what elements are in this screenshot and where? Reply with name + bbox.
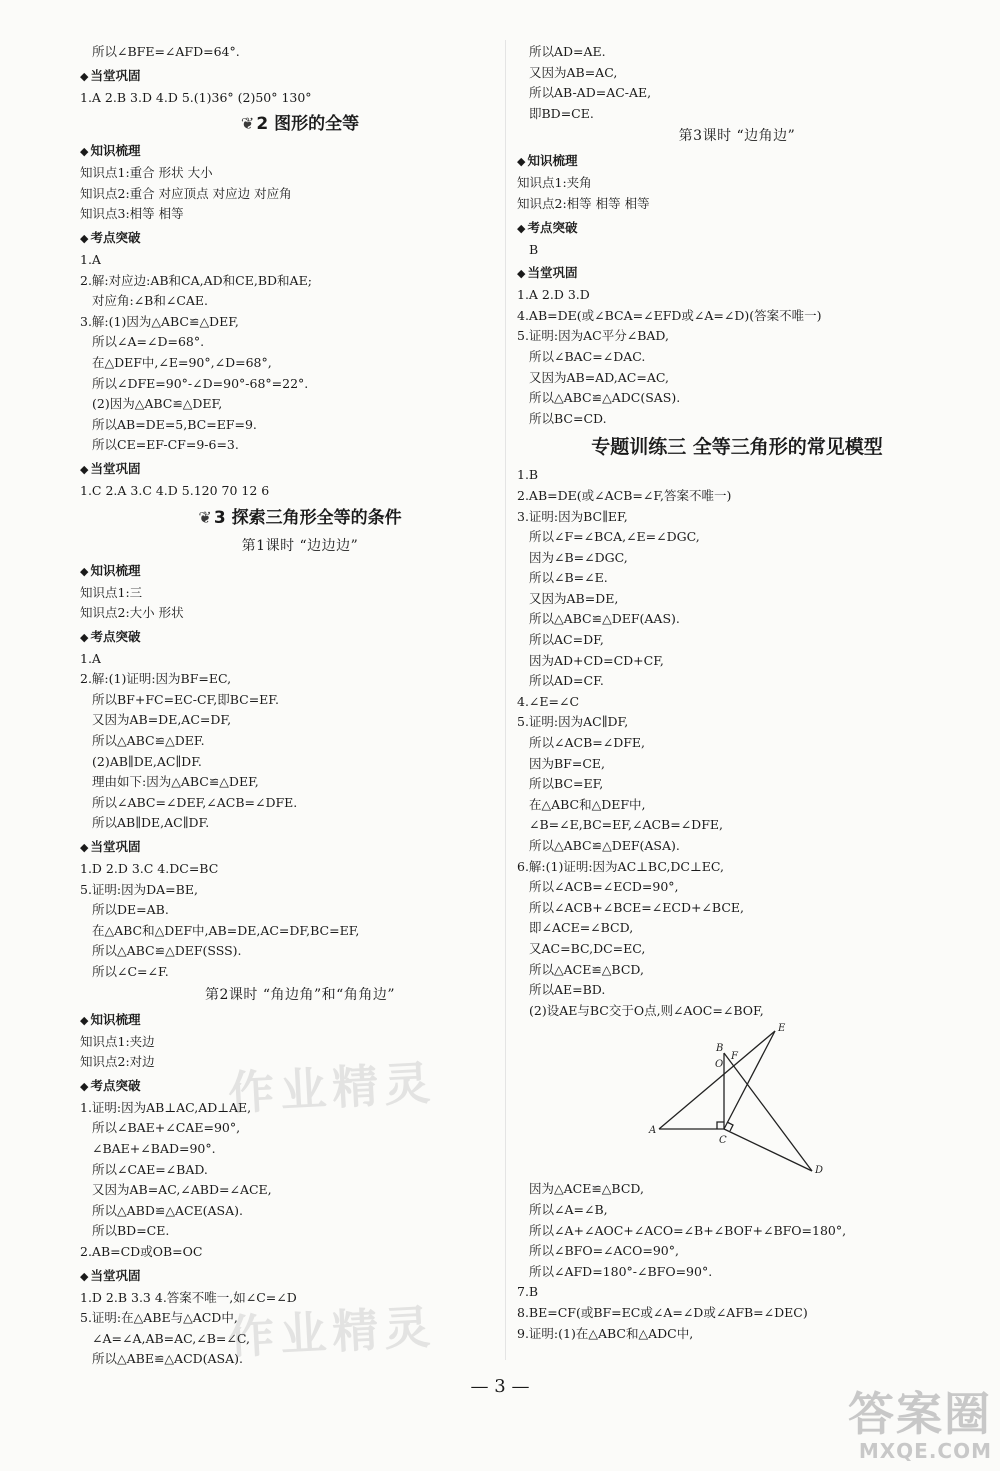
answer-line: 1.A 2.B 3.D 4.D 5.(1)36° (2)50° 130° [80,89,312,105]
answer-line: 1.A [80,251,101,267]
answer-line: 所以△ABC≌△ADC(SAS). [529,390,681,406]
answer-line: 所以△ABC≌△DEF(AAS). [529,611,680,627]
answer-line: 知识点1:重合 形状 大小 [80,165,213,181]
section-heading: ◆ 当堂巩固 [80,1265,520,1288]
watermark: 作业精灵 [226,1299,438,1365]
lesson-subheading: 第3课时 “边角边” [678,128,796,145]
segment-CE [724,1031,775,1129]
answer-line: 所以∠BFE=∠AFD=64°. [92,44,240,59]
section-heading: ◆ 当堂巩固 [80,836,520,859]
answer-line: 所以∠ACB=∠DFE, [529,735,645,751]
answer-line: 1.D 2.B 3.3 4.答案不唯一,如∠C=∠D [80,1289,297,1305]
answer-line: 又因为AB=AC,∠ABD=∠ACE, [92,1182,272,1198]
answer-line: 所以AD=CF. [529,673,604,689]
section-heading: ◆ 考点突破 [80,227,520,250]
answer-line: 即∠ACE=∠BCD, [529,920,634,936]
lesson-heading-text: 3 探索三角形全等的条件 [213,507,402,528]
answer-line: 知识点1:夹边 [80,1033,155,1049]
answer-line: 知识点1:夹角 [517,175,592,191]
answer-line: 知识点2:大小 形状 [80,605,184,621]
answer-line: 4.∠E=∠C [517,693,580,709]
answer-line: 所以AB-AD=AC-AE, [529,85,652,101]
answer-line: 即BD=CE. [529,105,594,121]
section-heading: ◆ 考点突破 [80,626,520,649]
leaf-icon: ❦ [198,507,212,527]
section-heading: ◆ 知识梳理 [517,150,957,173]
label-B: B [716,1043,724,1055]
answer-line: 所以AB∥DE,AC∥DF. [92,815,210,831]
answer-line: 对应角:∠B和∠CAE. [92,293,209,309]
answer-line: 又因为AB=AC, [529,64,618,80]
right-column [517,42,957,1344]
answer-line: 所以∠A=∠B, [529,1201,608,1217]
answer-line: 所以△ABC≌△DEF(ASA). [529,838,680,853]
answer-line: 又因为AB=AD,AC=AC, [529,369,669,385]
answer-line: (2)AB∥DE,AC∥DF. [92,753,202,769]
logo-domain: MXQE.COM [858,1439,992,1463]
answer-line: 所以AD=AE. [529,44,606,59]
answer-line: 所以∠BFO=∠ACO=90°, [529,1243,679,1259]
triangle-diagram [517,1021,957,1179]
answer-line: 所以∠ABC=∠DEF,∠ACB=∠DFE. [92,794,298,810]
lesson-subheading: 第1课时 “边边边” [241,537,359,554]
answer-line: 6.解:(1)证明:因为AC⊥BC,DC⊥EC, [517,858,724,874]
geometry-figure [647,1021,847,1176]
answer-line: 所以∠CAE=∠BAD. [92,1161,208,1177]
label-F: F [731,1051,738,1063]
logo-text: 答案圈 [848,1387,992,1441]
lesson-heading [80,505,520,531]
answer-line: 又因为AB=DE,AC=DF, [92,712,232,728]
answer-line: 知识点2:相等 相等 相等 [517,195,650,211]
answer-line: 因为△ACE≌△BCD, [529,1181,644,1197]
answer-line: 2.AB=DE(或∠ACB=∠F,答案不唯一) [517,487,732,503]
label-A: A [649,1125,657,1137]
chapter-heading: 专题训练三 全等三角形的常见模型 [591,436,883,459]
answer-line: 5.证明:在△ABE与△ACD中, [80,1310,238,1326]
answer-line: 所以∠BAE+∠CAE=90°, [92,1120,241,1136]
section-heading: ◆ 知识梳理 [80,1009,520,1032]
section-heading: ◆ 知识梳理 [80,560,520,583]
answer-line: 知识点2:对边 [80,1054,155,1070]
answer-line: 所以∠A=∠D=68°. [92,334,205,350]
answer-line: 因为BF=CE, [529,755,605,771]
site-logo [848,1389,992,1463]
answer-line: ∠BAE+∠BAD=90°. [92,1140,216,1156]
answer-line: 5.证明:因为AC平分∠BAD, [517,328,669,344]
answer-line: 知识点2:重合 对应顶点 对应边 对应角 [80,185,292,201]
answer-line: 所以BC=EF, [529,776,604,792]
answer-line: 2.AB=CD或OB=OC [80,1243,203,1259]
answer-line: 所以△ABD≌△ACE(ASA). [92,1202,243,1218]
answer-line: 在△DEF中,∠E=90°,∠D=68°, [92,354,272,370]
answer-line: 所以∠DFE=90°-∠D=90°-68°=22°. [92,375,309,391]
answer-line: 所以AB=DE=5,BC=EF=9. [92,416,257,432]
section-heading: ◆ 考点突破 [80,1075,520,1098]
lesson-heading [80,111,520,137]
answer-line: 所以∠ACB+∠BCE=∠ECD+∠BCE, [529,899,744,915]
answer-line: 因为∠B=∠DGC, [529,549,628,565]
right-angle-mark [727,1122,733,1131]
answer-line: (2)因为△ABC≌△DEF, [92,396,223,412]
answer-line: 所以CE=EF-CF=9-6=3. [92,437,239,453]
watermark: 作业精灵 [226,1055,438,1121]
answer-line: ∠B=∠E,BC=EF,∠ACB=∠DFE, [529,817,723,833]
answer-line: 1.B [517,467,539,483]
answer-line: 又AC=BC,DC=EC, [529,940,646,956]
answer-line: 1.A 2.D 3.D [517,287,590,303]
page-number: — 3 — [470,1376,530,1397]
lesson-heading-text: 2 图形的全等 [256,114,360,135]
segment-BD [724,1053,812,1171]
answer-line: 理由如下:因为△ABC≌△DEF, [92,774,259,790]
answer-line: 1.C 2.A 3.C 4.D 5.120 70 12 6 [80,482,270,498]
section-heading: ◆ 当堂巩固 [80,65,520,88]
answer-line: 在△ABC和△DEF中, [529,796,646,812]
segment-CD [724,1129,812,1171]
answer-line: 所以AC=DF, [529,632,604,648]
answer-line: 所以∠C=∠F. [92,964,169,979]
answer-line: 1.证明:因为AB⊥AC,AD⊥AE, [80,1099,252,1115]
answer-line: 5.证明:因为AC∥DF, [517,714,629,730]
answer-line: ∠A=∠A,AB=AC,∠B=∠C, [92,1330,250,1346]
answer-line: 2.解:对应边:AB和CA,AD和CE,BD和AE; [80,272,312,288]
answer-line: 知识点3:相等 相等 [80,206,184,222]
answer-line: 所以∠BAC=∠DAC. [529,348,646,364]
label-C: C [719,1135,727,1147]
answer-line: 所以AE=BD. [529,982,606,998]
lesson-subheading: 第2课时 “角边角”和“角角边” [205,986,395,1003]
label-O: O [715,1059,724,1071]
answer-line: 4.AB=DE(或∠BCA=∠EFD或∠A=∠D)(答案不唯一) [517,307,822,323]
section-heading: ◆ 当堂巩固 [80,458,520,481]
answer-line: 知识点1:三 [80,584,143,600]
answer-line: 7.B [517,1284,539,1300]
section-heading: ◆ 考点突破 [517,217,957,240]
answer-line: 所以BC=CD. [529,410,607,426]
answer-line: 因为AD+CD=CD+CF, [529,652,664,668]
answer-line: 1.D 2.D 3.C 4.DC=BC [80,861,219,877]
answer-line: 所以DE=AB. [92,902,169,918]
answer-line: 所以△ACE≌△BCD, [529,961,644,977]
answer-line: 3.解:(1)因为△ABC≌△DEF, [80,313,239,329]
label-D: D [815,1165,824,1177]
answer-line: 所以∠F=∠BCA,∠E=∠DGC, [529,529,700,545]
section-heading: ◆ 知识梳理 [80,140,520,163]
answer-line: 2.解:(1)证明:因为BF=EC, [80,671,232,687]
answer-line: 5.证明:因为DA=BE, [80,881,198,897]
right-angle-mark [717,1122,724,1129]
answer-line: 所以BD=CE. [92,1223,170,1239]
answer-line: 所以∠ACB=∠ECD=90°, [529,879,679,895]
answer-line: B [529,241,539,257]
answer-line: 又因为AB=DE, [529,590,619,606]
label-E: E [778,1023,786,1035]
answer-line: 所以∠B=∠E. [529,570,608,586]
answer-line: 9.证明:(1)在△ABC和△ADC中, [517,1325,694,1341]
leaf-icon: ❦ [240,114,255,134]
answer-line: 所以△ABC≌△DEF(SSS). [92,943,242,959]
answer-line: 8.BE=CF(或BF=EC或∠A=∠D或∠AFB=∠DEC) [517,1304,808,1320]
answer-line: 所以BF+FC=EC-CF,即BC=EF. [92,691,279,707]
answer-line: 所以∠A+∠AOC+∠ACO=∠B+∠BOF+∠BFO=180°, [529,1222,847,1238]
answer-line: 所以△ABE≌△ACD(ASA). [92,1351,243,1367]
answer-line: 所以∠AFD=180°-∠BFO=90°. [529,1263,713,1279]
left-column [80,42,520,1370]
answer-line: 3.证明:因为BC∥EF, [517,508,628,524]
answer-line: 所以△ABC≌△DEF. [92,733,205,749]
answer-line: (2)设AE与BC交于O点,则∠AOC=∠BOF, [529,1002,764,1018]
answer-line: 在△ABC和△DEF中,AB=DE,AC=DF,BC=EF, [92,922,360,938]
section-heading: ◆ 当堂巩固 [517,262,957,285]
answer-line: 1.A [80,650,101,666]
